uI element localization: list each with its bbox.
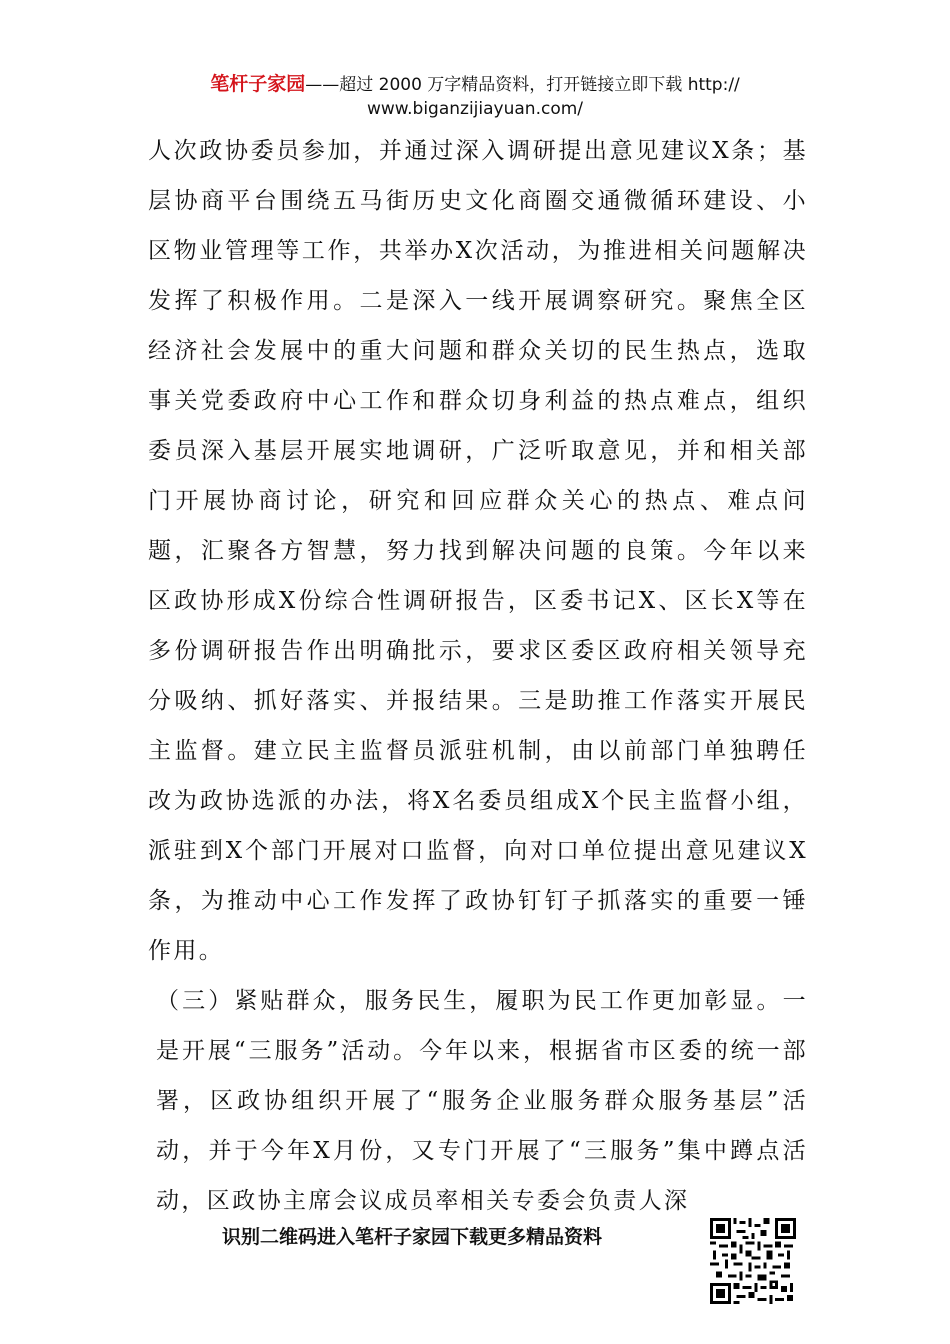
footer-text: 识别二维码进入笔杆子家园下载更多精品资料 [222,1226,603,1248]
brand-name: 笔杆子家园 [210,73,306,95]
section-paragraph: （三）紧贴群众，服务民生，履职为民工作更加彰显。一是开展“三服务”活动。今年以来，根据省市区委的统一部署，区政协组织开展了“服务企业服务群众服务基层”活动，并于今年X月份，又专门开展了“三服务”集中蹲点活动，区政协主席会议成员率相关专委会负责人深 [156,988,808,1214]
body-paragraph: 人次政协委员参加，并通过深入调研提出意见建议X条；基层协商平台围绕五马街历史文化商圈交通微循环建设、小区物业管理等工作，共举办X次活动，为推进相关问题解决发挥了积极作用。二是深入一线开展调察研究。聚焦全区经济社会发展中的重大问题和群众关切的民生热点，选取事关党委政府中心工作和群众切身利益的热点难点，组织委员深入基层开展实地调研，广泛听取意见，并和相关部门开展协商讨论，研究和回应群众关心的热点、难点问题，汇聚各方智慧，努力找到解决问题的良策。今年以来区政协形成X份综合性调研报告，区委书记X、区长X等在多份调研报告作出明确批示，要求区委区政府相关领导充分吸纳、抓好落实、并报结果。三是助推工作落实开展民主监督。建立民主监督员派驻机制，由以前部门单独聘任改为政协选派的办法，将X名委员组成X个民主监督小组，派驻到X个部门开展对口监督，向对口单位提出意见建议X条，为推动中心工作发挥了政协钉钉子抓落实的重要一锤作用。 [148,138,808,964]
header-tagline: ——超过 2000 万字精品资料，打开链接立即下载 http:// [305,75,740,95]
page-header [0,72,950,121]
header-url[interactable]: www.biganzijiayuan.com/ [366,99,584,119]
document-body [148,126,808,1226]
qr-code-icon[interactable] [710,1218,796,1304]
